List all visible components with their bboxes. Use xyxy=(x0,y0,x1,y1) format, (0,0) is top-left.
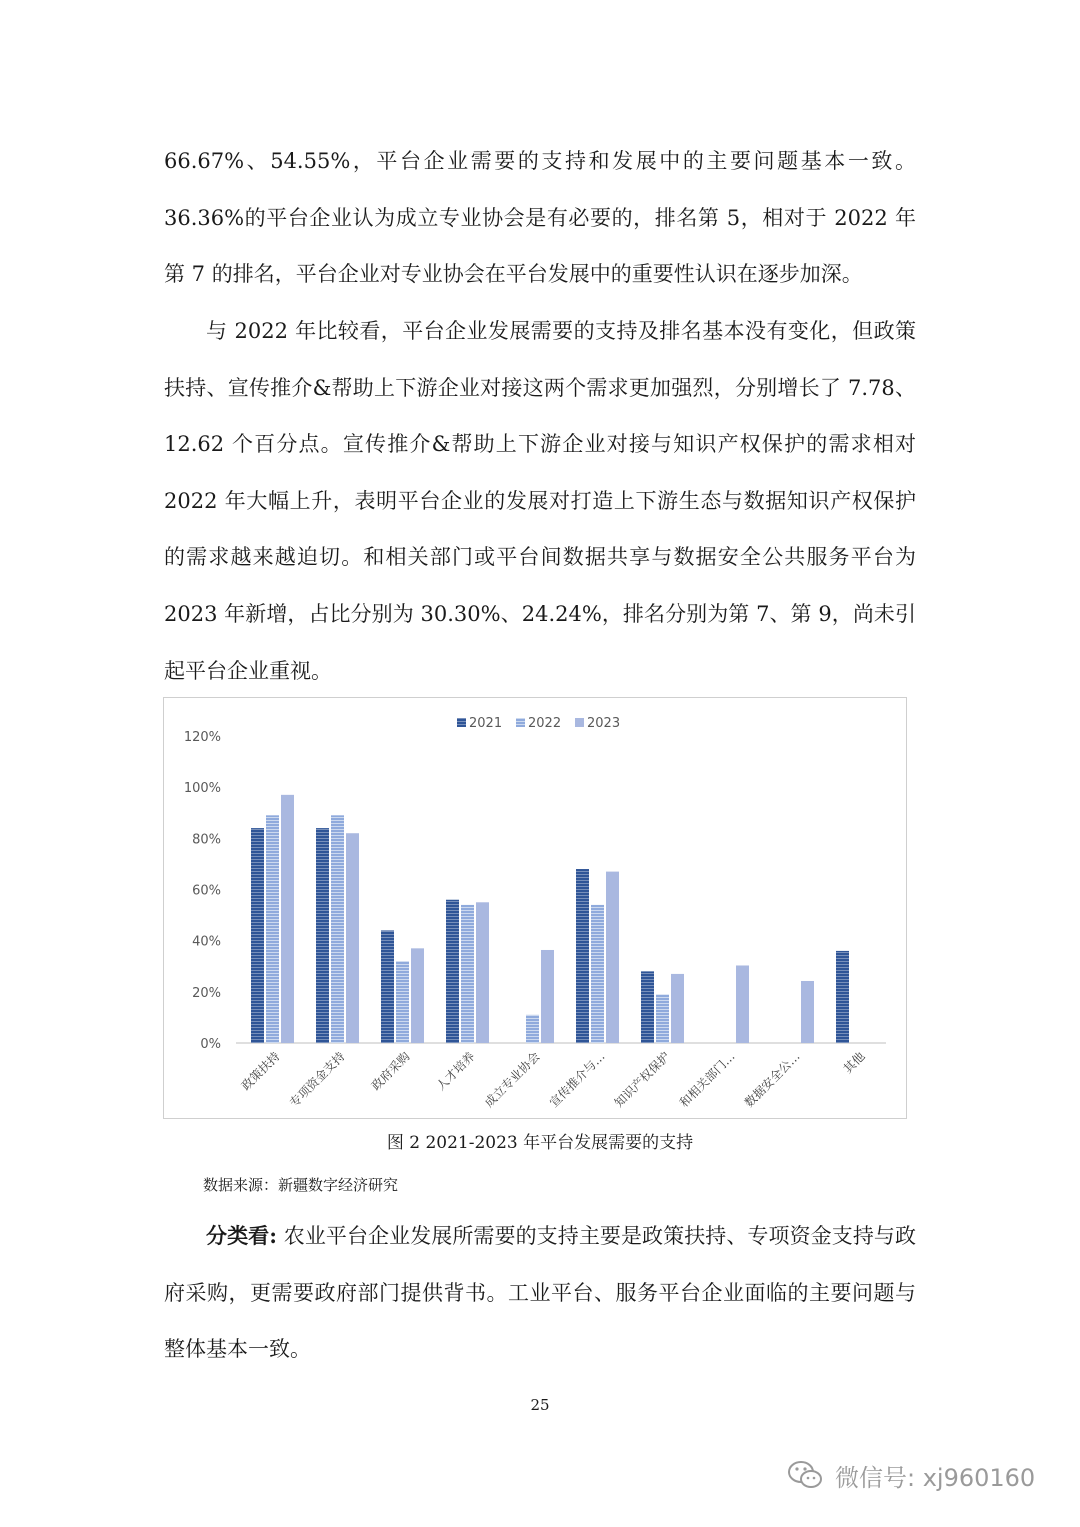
legend-label: 2022 xyxy=(528,716,562,731)
y-tick-label: 80% xyxy=(192,832,221,848)
bar-2023 xyxy=(541,950,554,1043)
bar-2023 xyxy=(476,902,489,1043)
y-tick-label: 100% xyxy=(183,781,221,797)
bar-2022 xyxy=(526,1015,539,1043)
y-tick-label: 60% xyxy=(192,883,221,899)
paragraph-1: 66.67%、54.55%，平台企业需要的支持和发展中的主要问题基本一致。36.36%的平台企业认为成立专业协会是有必要的，排名第 5，相对于 2022 年第 7 的排名，平台企业对专业协会在平台发展中的重要性认识在逐步加深。 xyxy=(164,149,916,287)
paragraph-lead: 分类看: xyxy=(206,1223,277,1248)
x-tick-label: 数据安全公… xyxy=(741,1049,803,1111)
x-tick-label: 宣传推介与… xyxy=(546,1049,608,1111)
bar-2022 xyxy=(591,905,604,1043)
bar-chart xyxy=(164,698,906,1118)
bar-2021 xyxy=(251,828,264,1043)
x-tick-label: 政策扶持 xyxy=(238,1049,283,1094)
legend-swatch-2022 xyxy=(516,718,525,727)
bar-2023 xyxy=(346,833,359,1043)
bar-2021 xyxy=(836,951,849,1043)
x-tick-label: 专项资金支持 xyxy=(286,1049,348,1111)
legend-swatch-2021 xyxy=(457,718,466,727)
x-tick-label: 和相关部门… xyxy=(676,1049,738,1111)
wechat-icon xyxy=(785,1455,825,1495)
paragraph-body: 农业平台企业发展所需要的支持主要是政策扶持、专项资金支持与政府采购，更需要政府部门提供背书。工业平台、服务平台企业面临的主要问题与整体基本一致。 xyxy=(164,1224,916,1362)
x-tick-label: 知识产权保护 xyxy=(611,1049,673,1111)
bar-2022 xyxy=(266,815,279,1043)
bar-2023 xyxy=(671,974,684,1043)
legend-label: 2023 xyxy=(587,716,621,731)
x-tick-label: 人才培养 xyxy=(433,1049,478,1094)
paragraph-2: 与 2022 年比较看，平台企业发展需要的支持及排名基本没有变化，但政策扶持、宣传推介&帮助上下游企业对接这两个需求更加强烈，分别增长了 7.78、12.62 个百分点。宣传推介&帮助上下游企业对接与知识产权保护的需求相对 2022 年大幅上升，表明平台企业的发展对打造上下游生态与数据知识产权保护的需求越来越迫切。和相关部门或平台间数据共享与数据安全公共服务平台为 2023 年新增，占比分别为 30.30%、24.24%，排名分别为第 7、第 9，尚未引起平台企业重视。 xyxy=(164,319,916,683)
y-tick-label: 40% xyxy=(192,934,221,950)
x-tick-label: 其他 xyxy=(840,1049,868,1077)
legend-label: 2021 xyxy=(469,716,503,731)
paragraph-3 xyxy=(164,1208,916,1378)
figure-caption: 图 2 2021-2023 年平台发展需要的支持 xyxy=(386,1133,694,1153)
page-number: 25 xyxy=(530,1396,550,1414)
bar-2022 xyxy=(461,905,474,1043)
bar-2021 xyxy=(446,900,459,1043)
bar-2021 xyxy=(576,869,589,1043)
x-tick-label: 政府采购 xyxy=(368,1049,413,1094)
bar-2021 xyxy=(316,828,329,1043)
data-source: 数据来源：新疆数字经济研究 xyxy=(203,1176,399,1194)
bar-2023 xyxy=(606,872,619,1043)
bar-2022 xyxy=(656,994,669,1043)
y-tick-label: 0% xyxy=(200,1037,221,1052)
x-tick-label: 成立专业协会 xyxy=(481,1049,543,1111)
chart-container xyxy=(163,697,907,1119)
bar-2022 xyxy=(396,961,409,1043)
y-tick-label: 20% xyxy=(192,985,221,1001)
bar-2023 xyxy=(801,981,814,1043)
bar-2023 xyxy=(411,948,424,1043)
y-tick-label: 120% xyxy=(183,730,221,745)
watermark xyxy=(785,1455,1035,1495)
watermark-text: 微信号: xj960160 xyxy=(835,1463,1036,1492)
bar-2021 xyxy=(381,930,394,1043)
bar-2021 xyxy=(641,971,654,1043)
legend-swatch-2023 xyxy=(575,718,584,727)
bar-2022 xyxy=(331,815,344,1043)
bar-2023 xyxy=(736,965,749,1043)
bar-2023 xyxy=(281,795,294,1043)
